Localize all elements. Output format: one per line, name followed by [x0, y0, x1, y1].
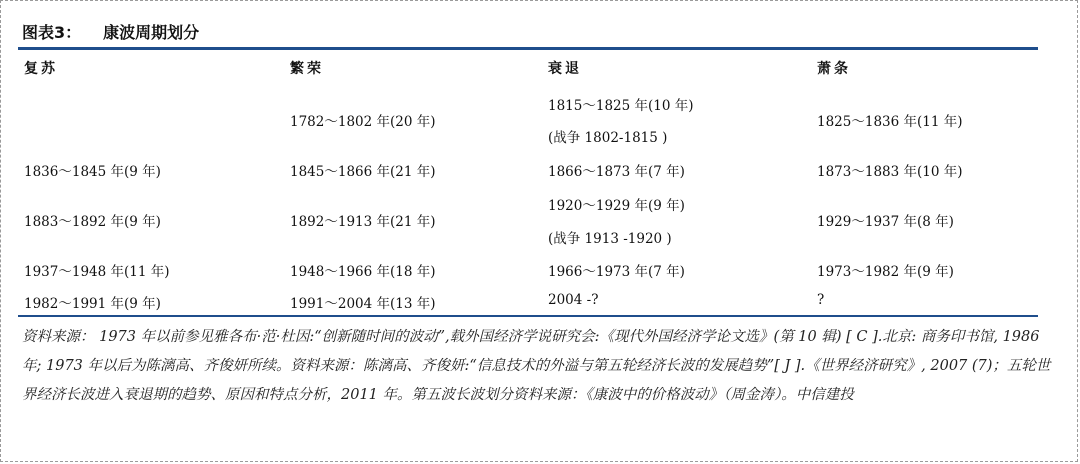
cell-recession: 1966～1973 年(7 年) [548, 264, 685, 280]
cell-depression: 1873～1883 年(10 年) [817, 164, 963, 180]
source-note: 资料来源： 1973 年以前参见雅各布·范·杜因:“创新随时间的波动”,载外国经济学说研究会:《现代外国经济学论文选》(第 10 辑) [ C ].北京: 商务印书馆, 1986 年; 1973 年以后为陈漓高、齐俊妍所续。资料来源：陈漓高、齐俊妍:“信息技术的外溢与第五轮经济长波的发展趋势”[ J ].《世界经济研究》, 2007 (7)；五轮世界经济长波进入衰退期的趋势、原因和特点分析，2011 年。第五波长波划分资料来源：《康波中的价格波动》（周金涛）。中信建投 [22, 329, 1051, 403]
figure-title [22, 20, 199, 43]
cell-recovery: 1883～1892 年(9 年) [24, 214, 161, 230]
cell-recovery: 1937～1948 年(11 年) [24, 264, 170, 280]
header-recovery: 复苏 [24, 61, 58, 77]
cell-depression: 1825～1836 年(11 年) [817, 114, 963, 130]
cell-prosperity: 1991～2004 年(13 年) [290, 296, 436, 312]
cell-recession: 1920～1929 年(9 年) [548, 198, 685, 214]
cell-depression: 1929～1937 年(8 年) [817, 214, 954, 230]
cell-prosperity: 1948～1966 年(18 年) [290, 264, 436, 280]
figure-number: 图表3： [22, 23, 82, 42]
cell-recession: 2004 -? [548, 292, 599, 308]
cell-recovery: 1982～1991 年(9 年) [24, 296, 161, 312]
cell-prosperity: 1892～1913 年(21 年) [290, 214, 436, 230]
cell-recovery: 1836～1845 年(9 年) [24, 164, 161, 180]
cell-depression: ? [817, 292, 825, 308]
cell-prosperity: 1845～1866 年(21 年) [290, 164, 436, 180]
cell-recession: 1866～1873 年(7 年) [548, 164, 685, 180]
header-recession: 衰退 [548, 61, 582, 77]
header-prosperity: 繁荣 [290, 61, 324, 77]
figure-caption: 康波周期划分 [103, 23, 200, 42]
cell-recession-note: (战争 1802-1815 ) [548, 130, 668, 146]
cell-recession-note: (战争 1913 -1920 ) [548, 231, 672, 247]
cell-prosperity: 1782～1802 年(20 年) [290, 114, 436, 130]
cell-depression: 1973～1982 年(9 年) [817, 264, 954, 280]
cell-recession: 1815～1825 年(10 年) [548, 98, 694, 114]
header-depression: 萧条 [817, 61, 851, 77]
table-top-rule [18, 47, 1038, 50]
table-bottom-rule [18, 315, 1038, 317]
